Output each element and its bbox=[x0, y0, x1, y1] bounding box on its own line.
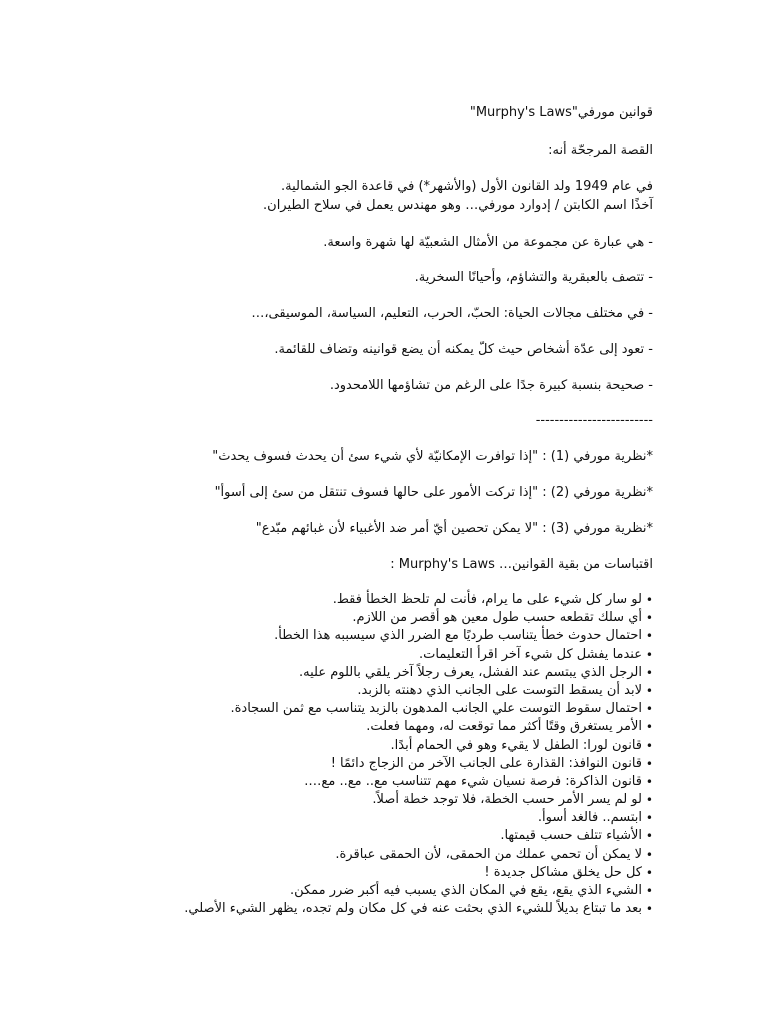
bullet-icon: • bbox=[645, 884, 653, 898]
quotes-heading: اقتباسات من بقية القوانين… Murphy's Laws : bbox=[390, 557, 653, 572]
bullet-icon: • bbox=[645, 902, 653, 917]
law-text: لو لم يسر الأمر حسب الخطة، فلا توجد خطة أصلاً. bbox=[372, 792, 642, 808]
bullet-icon: • bbox=[645, 829, 653, 844]
story-heading: القصة المرجحّة أنه: bbox=[548, 143, 653, 158]
law-text: احتمال سقوط التوست علي الجانب المدهون بالزبد يتناسب مع ثمن السجادة. bbox=[230, 701, 642, 717]
laws-list bbox=[184, 591, 653, 918]
list-item bbox=[184, 591, 653, 609]
law-text: احتمال حدوث خطأ يتناسب طرديًا مع الضرر الذي سيسببه هذا الخطأ. bbox=[274, 628, 642, 644]
law-text: قانون الذاكرة: فرصة نسيان شيء مهم تتناسب مع.. مع.. مع…. bbox=[304, 773, 642, 789]
list-item bbox=[184, 737, 653, 755]
list-item bbox=[184, 646, 653, 664]
theory-2: *نظرية مورفي (2) : "إذا تركت الأمور على حالها فسوف تنتقل من سئ إلى أسوأ" bbox=[214, 485, 653, 500]
list-item bbox=[184, 609, 653, 627]
list-item bbox=[184, 827, 653, 845]
bullet-icon: • bbox=[645, 865, 653, 880]
section-divider: ------------------------- bbox=[535, 413, 653, 428]
point-4: - تعود إلى عدّة أشخاص حيث كلّ يمكنه أن يضع قوانينه وتضاف للقائمة. bbox=[274, 342, 653, 357]
bullet-icon: • bbox=[645, 738, 653, 753]
law-text: لو سار كل شيء على ما يرام، فأنت لم تلحظ الخطأ فقط. bbox=[332, 592, 642, 607]
law-text: قانون النوافذ: القذارة على الجانب الآخر من الزجاج دائمًا ! bbox=[330, 755, 642, 771]
list-item bbox=[184, 682, 653, 700]
bullet-icon: • bbox=[645, 683, 653, 698]
point-2: - تتصف بالعبقرية والتشاؤم، وأحيانًا السخرية. bbox=[414, 270, 653, 285]
law-text: قانون لورا: الطفل لا يقيء وهو في الحمام أبدًا. bbox=[390, 737, 642, 753]
list-item bbox=[184, 718, 653, 736]
theory-1: *نظرية مورفي (1) : "إذا توافرت الإمكانيّة لأي شيء سئ أن يحدث فسوف يحدث" bbox=[212, 449, 653, 464]
bullet-icon: • bbox=[645, 611, 653, 626]
law-text: كل حل يخلق مشاكل جديدة ! bbox=[484, 864, 642, 880]
list-item bbox=[184, 864, 653, 882]
list-item bbox=[184, 773, 653, 791]
bullet-icon: • bbox=[645, 665, 653, 680]
bullet-icon: • bbox=[645, 756, 653, 771]
bullet-icon: • bbox=[645, 593, 653, 607]
law-text: الرجل الذي يبتسم عند الفشل، يعرف رجلاً آخر يلقي باللوم عليه. bbox=[299, 664, 642, 680]
bullet-icon: • bbox=[645, 720, 653, 735]
bullet-icon: • bbox=[645, 793, 653, 808]
law-text: الأمر يستغرق وقتًا أكثر مما توقعت له، ومهما فعلت. bbox=[366, 719, 642, 735]
law-text: الأشياء تتلف حسب قيمتها. bbox=[500, 828, 642, 844]
law-text: الشيء الذي يقع، يقع في المكان الذي يسبب فيه أكبر ضرر ممكن. bbox=[289, 883, 642, 898]
bullet-icon: • bbox=[645, 647, 653, 662]
law-text: ابتسم.. فالغد أسوأ. bbox=[537, 810, 642, 826]
point-3: - في مختلف مجالات الحياة: الحبّ، الحرب، التعليم، السياسة، الموسيقى،… bbox=[251, 306, 653, 321]
point-5: - صحيحة بنسبة كبيرة جدًا على الرغم من تشاؤمها اللامحدود. bbox=[329, 378, 653, 393]
list-item bbox=[184, 700, 653, 718]
list-item bbox=[184, 900, 653, 918]
theory-3: *نظرية مورفي (3) : "لا يمكن تحصين أيّ أمر ضد الأغبياء لأن غبائهم مبّدع" bbox=[255, 521, 653, 536]
bullet-icon: • bbox=[645, 702, 653, 717]
intro-line-1: في عام 1949 ولد القانون الأول (والأشهر*) في قاعدة الجو الشمالية. bbox=[281, 179, 653, 194]
bullet-icon: • bbox=[645, 774, 653, 789]
intro-line-2: آخذًا اسم الكابتن / إدوارد مورفي… وهو مهندس يعمل في سلاح الطيران. bbox=[263, 198, 653, 213]
bullet-icon: • bbox=[645, 629, 653, 644]
law-text: أي سلك تقطعه حسب طول معين هو أقصر من اللازم. bbox=[352, 610, 642, 626]
list-item bbox=[184, 664, 653, 682]
law-text: لابد أن يسقط التوست على الجانب الذي دهنته بالزبد. bbox=[357, 682, 642, 698]
list-item bbox=[184, 882, 653, 900]
document-title: قوانين مورفي"Murphy's Laws" bbox=[469, 105, 653, 120]
list-item bbox=[184, 846, 653, 864]
law-text: لا يمكن أن تحمي عملك من الحمقى، لأن الحمقى عباقرة. bbox=[335, 846, 642, 862]
list-item bbox=[184, 791, 653, 809]
list-item bbox=[184, 627, 653, 645]
list-item bbox=[184, 755, 653, 773]
law-text: عندما يفشل كل شيء آخر اقرأ التعليمات. bbox=[418, 646, 642, 662]
bullet-icon: • bbox=[645, 847, 653, 862]
bullet-icon: • bbox=[645, 811, 653, 826]
list-item bbox=[184, 809, 653, 827]
point-1: - هي عبارة عن مجموعة من الأمثال الشعبيّة لها شهرة واسعة. bbox=[323, 235, 653, 250]
law-text: بعد ما تبتاع بديلاً للشيء الذي بحثت عنه في كل مكان ولم تجده، يظهر الشيء الأصلي. bbox=[184, 901, 642, 917]
